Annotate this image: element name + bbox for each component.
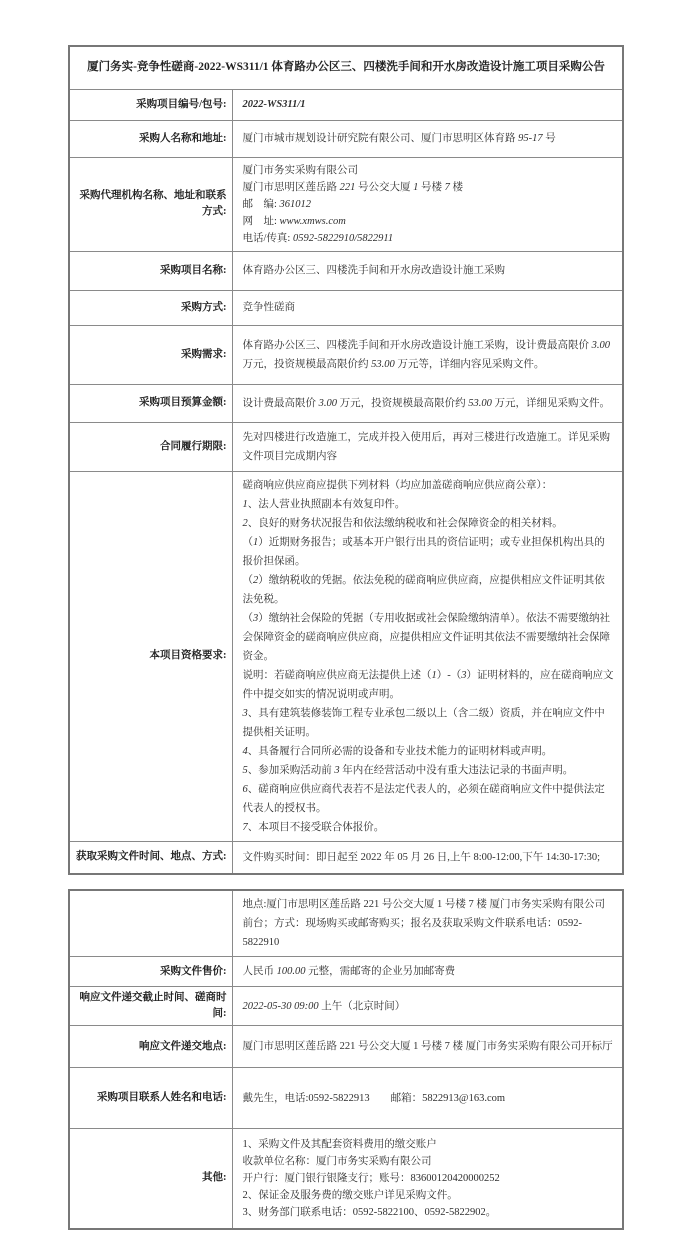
agency-name-line: 厦门市务实采购有限公司 bbox=[242, 164, 358, 176]
row-value-purchaser: 厦门市城市规划设计研究院有限公司、厦门市思明区体育路 95-17 号 bbox=[232, 120, 623, 157]
row-label-obtain-documents: 获取采购文件时间、地点、方式: bbox=[69, 841, 232, 874]
agency-zip-line: 邮 编: 361012 bbox=[242, 198, 312, 210]
row-label-obtain-location bbox=[69, 890, 232, 957]
row-obtain-location bbox=[69, 890, 623, 957]
qualification-note: 说明：若磋商响应供应商无法提供上述（1）-（3）证明材料的，应在磋商响应文件中提交如实的情况说明或声明。 bbox=[242, 669, 614, 700]
row-label-document-price: 采购文件售价: bbox=[69, 957, 232, 987]
row-obtain-documents bbox=[69, 841, 623, 874]
row-label-qualification: 本项目资格要求: bbox=[69, 471, 232, 841]
row-label-contract-term: 合同履行期限: bbox=[69, 422, 232, 471]
row-procurement-demand bbox=[69, 325, 623, 384]
row-budget bbox=[69, 384, 623, 422]
row-value-budget: 设计费最高限价 3.00 万元，投资规模最高限价约 53.00 万元，详细见采购文件。 bbox=[232, 384, 623, 422]
row-label-contact-person: 采购项目联系人姓名和电话: bbox=[69, 1068, 232, 1129]
announcement-table-continuation bbox=[68, 889, 624, 1230]
row-value-obtain-documents: 文件购买时间：即日起至 2022 年 05 月 26 日,上午 8:00-12:00,下午 14:30-17:30; bbox=[232, 841, 623, 874]
row-value-qualification bbox=[232, 471, 623, 841]
row-qualification bbox=[69, 471, 623, 841]
row-value-procurement-demand: 体育路办公区三、四楼洗手间和开水房改造设计施工采购，设计费最高限价 3.00 万元，投资规模最高限价约 53.00 万元等，详细内容见采购文件。 bbox=[232, 325, 623, 384]
row-label-procurement-demand: 采购需求: bbox=[69, 325, 232, 384]
qualification-item-1: 1、法人营业执照副本有效复印件。 bbox=[242, 498, 406, 510]
row-value-project-name: 体育路办公区三、四楼洗手间和开水房改造设计施工采购 bbox=[232, 251, 623, 290]
row-document-price bbox=[69, 957, 623, 987]
announcement-table-main bbox=[68, 45, 624, 875]
row-agency bbox=[69, 157, 623, 251]
agency-website-line: 网 址: www.xmws.com bbox=[242, 215, 346, 227]
qualification-item-5: 5、参加采购活动前 3 年内在经营活动中没有重大违法记录的书面声明。 bbox=[242, 764, 574, 776]
row-label-agency: 采购代理机构名称、地址和联系方式: bbox=[69, 157, 232, 251]
qualification-item-6: 6、磋商响应供应商代表若不是法定代表人的，必须在磋商响应文件中提供法定代表人的授权书。 bbox=[242, 783, 605, 814]
row-label-budget: 采购项目预算金额: bbox=[69, 384, 232, 422]
title-row bbox=[69, 46, 623, 89]
row-value-project-number: 2022-WS311/1 bbox=[232, 89, 623, 120]
row-other bbox=[69, 1129, 623, 1229]
agency-address-line: 厦门市思明区莲岳路 221 号公交大厦 1 号楼 7 楼 bbox=[242, 181, 463, 193]
other-line-2: 收款单位名称：厦门市务实采购有限公司 bbox=[242, 1155, 432, 1167]
row-value-contact-person: 戴先生，电话:0592-5822913 邮箱：5822913@163.com bbox=[232, 1068, 623, 1129]
page-title: 厦门务实-竞争性磋商-2022-WS311/1 体育路办公区三、四楼洗手间和开水房改造设计施工项目采购公告 bbox=[69, 46, 623, 89]
row-value-procurement-method: 竞争性磋商 bbox=[232, 290, 623, 325]
qualification-item-2-2: （2）缴纳税收的凭据。依法免税的磋商响应供应商，应提供相应文件证明其依法免税。 bbox=[242, 574, 605, 605]
row-contract-term bbox=[69, 422, 623, 471]
row-label-submission-deadline: 响应文件递交截止时间、磋商时间: bbox=[69, 987, 232, 1026]
row-label-procurement-method: 采购方式: bbox=[69, 290, 232, 325]
other-line-3: 开户行：厦门银行银隆支行；账号：83600120420000252 bbox=[242, 1172, 500, 1184]
row-label-project-name: 采购项目名称: bbox=[69, 251, 232, 290]
other-line-4: 2、保证金及服务费的缴交账户详见采购文件。 bbox=[242, 1189, 458, 1201]
other-line-5: 3、财务部门联系电话：0592-5822100、0592-5822902。 bbox=[242, 1206, 497, 1218]
qualification-item-4: 4、具备履行合同所必需的设备和专业技术能力的证明材料或声明。 bbox=[242, 745, 553, 757]
document-page bbox=[0, 45, 689, 1245]
agency-phone-line: 电话/传真: 0592-5822910/5822911 bbox=[242, 232, 394, 244]
row-value-submission-deadline: 2022-05-30 09:00 上午（北京时间） bbox=[232, 987, 623, 1026]
other-line-1: 1、采购文件及其配套资料费用的缴交账户 bbox=[242, 1138, 437, 1150]
row-procurement-method bbox=[69, 290, 623, 325]
qualification-item-7: 7、本项目不接受联合体报价。 bbox=[242, 821, 385, 833]
qualification-item-3: 3、具有建筑装修装饰工程专业承包二级以上（含二级）资质，并在响应文件中提供相关证明。 bbox=[242, 707, 605, 738]
row-label-submission-place: 响应文件递交地点: bbox=[69, 1026, 232, 1068]
row-value-obtain-location: 地点:厦门市思明区莲岳路 221 号公交大厦 1 号楼 7 楼 厦门市务实采购有限公司前台；方式：现场购买或邮寄购买；报名及获取采购文件联系电话：0592-5822910 bbox=[232, 890, 623, 957]
qualification-intro: 磋商响应供应商应提供下列材料（均应加盖磋商响应供应商公章）： bbox=[242, 479, 553, 491]
row-contact-person bbox=[69, 1068, 623, 1129]
row-value-document-price: 人民币 100.00 元整，需邮寄的企业另加邮寄费 bbox=[232, 957, 623, 987]
row-project-name bbox=[69, 251, 623, 290]
qualification-item-2-1: （1）近期财务报告；或基本开户银行出具的资信证明；或专业担保机构出具的报价担保函。 bbox=[242, 536, 605, 567]
row-submission-place bbox=[69, 1026, 623, 1068]
qualification-item-2: 2、良好的财务状况报告和依法缴纳税收和社会保障资金的相关材料。 bbox=[242, 517, 563, 529]
row-label-project-number: 采购项目编号/包号: bbox=[69, 89, 232, 120]
row-label-other: 其他: bbox=[69, 1129, 232, 1229]
row-value-contract-term: 先对四楼进行改造施工，完成并投入使用后，再对三楼进行改造施工。详见采购文件项目完成期内容 bbox=[232, 422, 623, 471]
row-submission-deadline bbox=[69, 987, 623, 1026]
row-value-other bbox=[232, 1129, 623, 1229]
row-value-submission-place: 厦门市思明区莲岳路 221 号公交大厦 1 号楼 7 楼 厦门市务实采购有限公司开标厅 bbox=[232, 1026, 623, 1068]
row-project-number bbox=[69, 89, 623, 120]
row-value-agency bbox=[232, 157, 623, 251]
row-label-purchaser: 采购人名称和地址: bbox=[69, 120, 232, 157]
row-purchaser bbox=[69, 120, 623, 157]
qualification-item-2-3: （3）缴纳社会保险的凭据（专用收据或社会保险缴纳清单）。依法不需要缴纳社会保障资金的磋商响应供应商，应提供相应文件证明其依法不需要缴纳社会保障资金。 bbox=[242, 612, 610, 662]
